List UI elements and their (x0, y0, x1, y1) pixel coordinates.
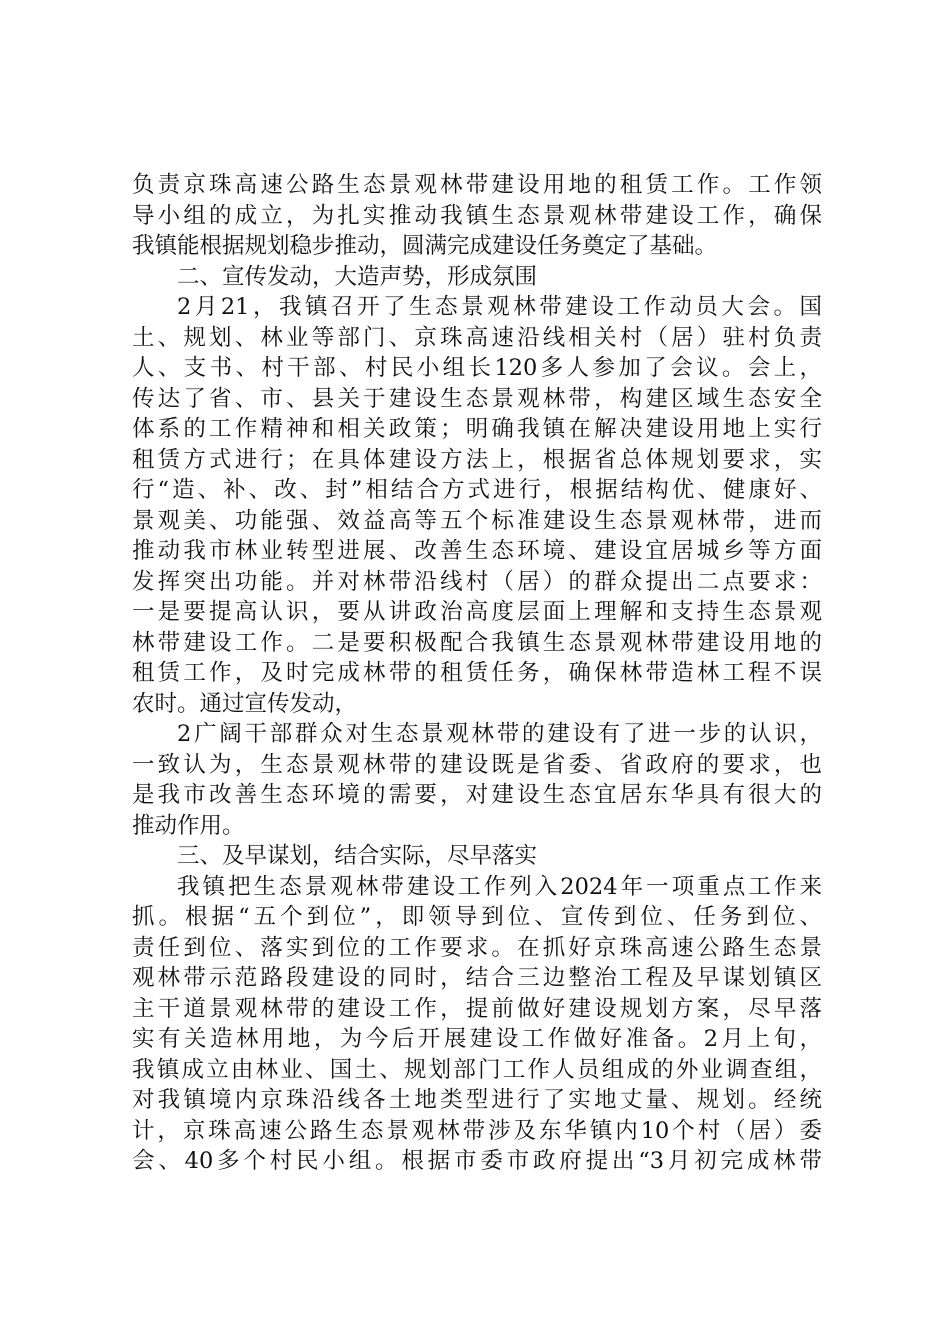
text-line: 对我镇境内京珠沿线各土地类型进行了实地丈量、规划。经统 (132, 1087, 822, 1113)
text-line: 景观美、功能强、效益高等五个标准建设生态景观林带，进而 (132, 507, 822, 534)
text-line: 土、规划、林业等部门、京珠高速沿线相关村（居）驻村负责 (132, 324, 822, 351)
text-line: 三、及早谋划，结合实际，尽早落实 (177, 843, 538, 869)
text-line: 我镇成立由林业、国土、规划部门工作人员组成的外业调查组， (132, 1056, 822, 1083)
text-line: 推动作用。 (132, 812, 245, 839)
text-line: 抓。根据“五个到位”，即领导到位、宣传到位、任务到位、 (132, 904, 822, 930)
text-line: 负责京珠高速公路生态景观林带建设用地的租赁工作。工作领 (132, 172, 822, 198)
text-line: 一是要提高认识，要从讲政治高度层面上理解和支持生态景观 (132, 599, 822, 625)
body-text (132, 170, 822, 1177)
text-line: 一致认为，生态景观林带的建设既是省委、省政府的要求，也 (132, 751, 822, 778)
text-line: 二、宣传发动，大造声势，形成氛围 (177, 263, 538, 290)
text-line: 导小组的成立，为扎实推动我镇生态景观林带建设工作，确保 (132, 202, 822, 229)
text-line: 我镇能根据规划稳步推动，圆满完成建设任务奠定了基础。 (132, 233, 718, 259)
text-line: 实有关造林用地，为今后开展建设工作做好准备。2月上旬， (132, 1026, 822, 1052)
text-line: 农时。通过宣传发动， (132, 690, 358, 717)
text-line: 会、40多个村民小组。根据市委市政府提出“3月初完成林带 (132, 1148, 822, 1174)
text-line: 发挥突出功能。并对林带沿线村（居）的群众提出二点要求： (132, 568, 822, 595)
text-line: 2广阔干部群众对生态景观林带的建设有了进一步的认识， (177, 721, 822, 747)
text-line: 我镇把生态景观林带建设工作列入2024年一项重点工作来 (177, 873, 822, 900)
text-line: 主干道景观林带的建设工作，提前做好建设规划方案，尽早落 (132, 995, 822, 1022)
text-line: 是我市改善生态环境的需要，对建设生态宜居东华具有很大的 (132, 782, 822, 808)
text-line: 租赁工作，及时完成林带的租赁任务，确保林带造林工程不误 (132, 660, 822, 686)
text-line: 观林带示范路段建设的同时，结合三边整治工程及早谋划镇区 (132, 965, 822, 991)
text-line: 体系的工作精神和相关政策；明确我镇在解决建设用地上实行 (132, 416, 822, 442)
text-line: 2月21，我镇召开了生态景观林带建设工作动员大会。国 (177, 294, 822, 320)
text-line: 林带建设工作。二是要积极配合我镇生态景观林带建设用地的 (132, 629, 822, 656)
text-line: 计，京珠高速公路生态景观林带涉及东华镇内10个村（居）委 (132, 1117, 822, 1144)
text-line: 行“造、补、改、封”相结合方式进行，根据结构优、健康好、 (132, 477, 822, 503)
text-line: 责任到位、落实到位的工作要求。在抓好京珠高速公路生态景 (132, 934, 822, 961)
text-line: 推动我市林业转型进展、改善生态环境、建设宜居城乡等方面 (132, 538, 822, 564)
text-line: 传达了省、市、县关于建设生态景观林带，构建区域生态安全 (132, 385, 822, 412)
text-line: 租赁方式进行；在具体建设方法上，根据省总体规划要求，实 (132, 446, 822, 473)
text-line: 人、支书、村干部、村民小组长120多人参加了会议。会上， (132, 355, 822, 381)
